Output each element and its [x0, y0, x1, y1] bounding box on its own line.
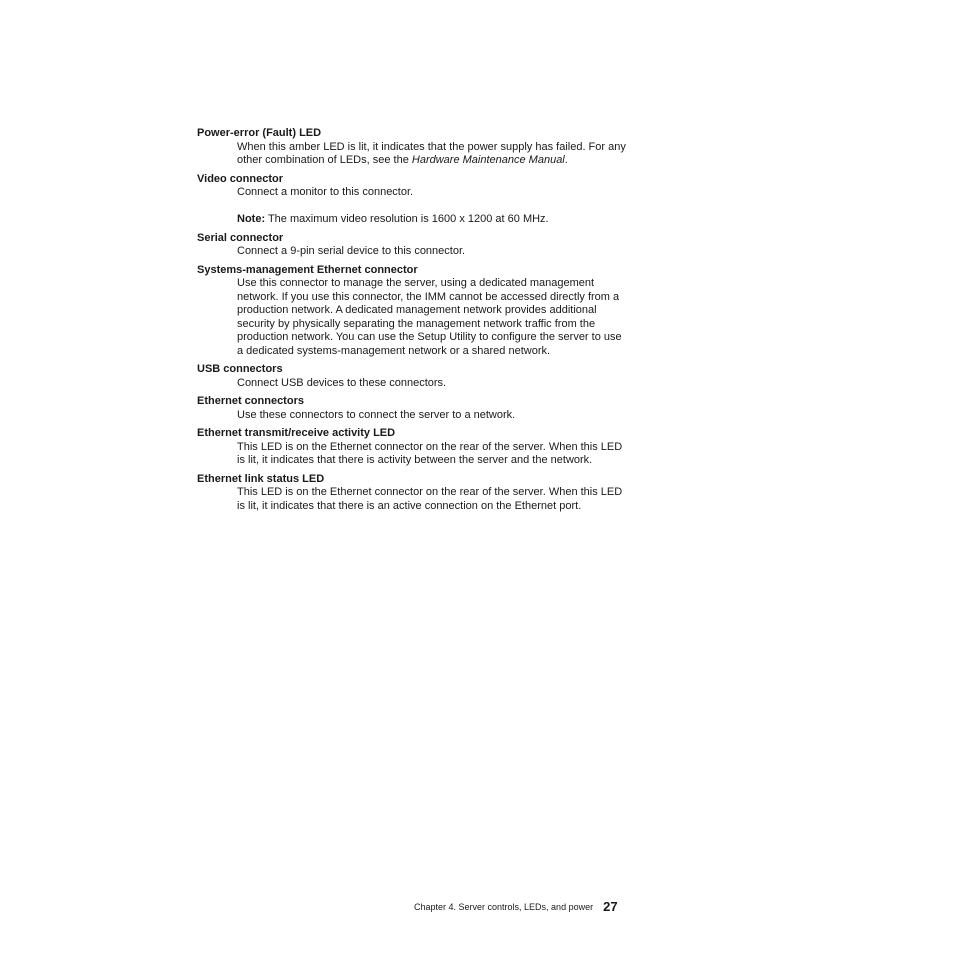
- entry-serial-connector: [197, 232, 627, 259]
- entry-ethernet-activity-led: [197, 427, 627, 468]
- entry-power-error-led: [197, 127, 627, 168]
- term-description: Connect USB devices to these connectors.: [237, 376, 447, 389]
- note: [237, 213, 627, 227]
- manual-title: Hardware Maintenance Manual: [411, 154, 565, 166]
- term-description: [237, 141, 627, 168]
- entry-systems-management-ethernet: [197, 264, 627, 359]
- page-number: 27: [603, 899, 618, 914]
- entry-video-connector: [197, 173, 627, 227]
- term-heading: Ethernet transmit/receive activity LED: [197, 427, 396, 439]
- entry-ethernet-link-status-led: [197, 473, 627, 514]
- definition-list: [197, 127, 627, 518]
- term-description: Connect a 9-pin serial device to this connector.: [237, 245, 466, 257]
- entry-ethernet-connectors: [197, 395, 627, 422]
- term-heading: Ethernet connectors: [197, 395, 304, 407]
- term-description: This LED is on the Ethernet connector on the rear of the server. When this LED is lit, it indicates that there is an active connection on the Ethernet port.: [237, 486, 623, 512]
- note-text: The maximum video resolution is 1600 x 1200 at 60 MHz.: [265, 213, 549, 225]
- chapter-title: Chapter 4. Server controls, LEDs, and power: [414, 902, 594, 912]
- term-heading: Video connector: [197, 172, 283, 185]
- term-description: Use these connectors to connect the server to a network.: [237, 408, 516, 421]
- term-description: Connect a monitor to this connector.: [237, 186, 414, 198]
- term-heading: Power-error (Fault) LED: [197, 127, 322, 139]
- description-text: When this amber LED is lit, it indicates that the power supply has failed. For any other combination of LEDs, see the: [237, 140, 626, 166]
- term-heading: Serial connector: [197, 231, 284, 244]
- description-text-end: .: [564, 154, 568, 166]
- term-heading: USB connectors: [197, 363, 283, 375]
- term-description: Use this connector to manage the server, using a dedicated management network. If you use this connector, the IMM cannot be accessed directly from a production network. A dedicated management network provides additional security by physically separating the management network traffic from the production network. You can use the Setup Utility to configure the server to use a dedicated systems-management network or a shared network.: [237, 277, 622, 357]
- term-heading: Ethernet link status LED: [197, 472, 325, 485]
- page-footer: [414, 900, 626, 914]
- term-heading: Systems-management Ethernet connector: [197, 263, 418, 276]
- note-label: Note:: [237, 213, 266, 225]
- entry-usb-connectors: [197, 363, 627, 390]
- term-description: This LED is on the Ethernet connector on the rear of the server. When this LED is lit, it indicates that there is activity between the server and the network.: [237, 440, 623, 466]
